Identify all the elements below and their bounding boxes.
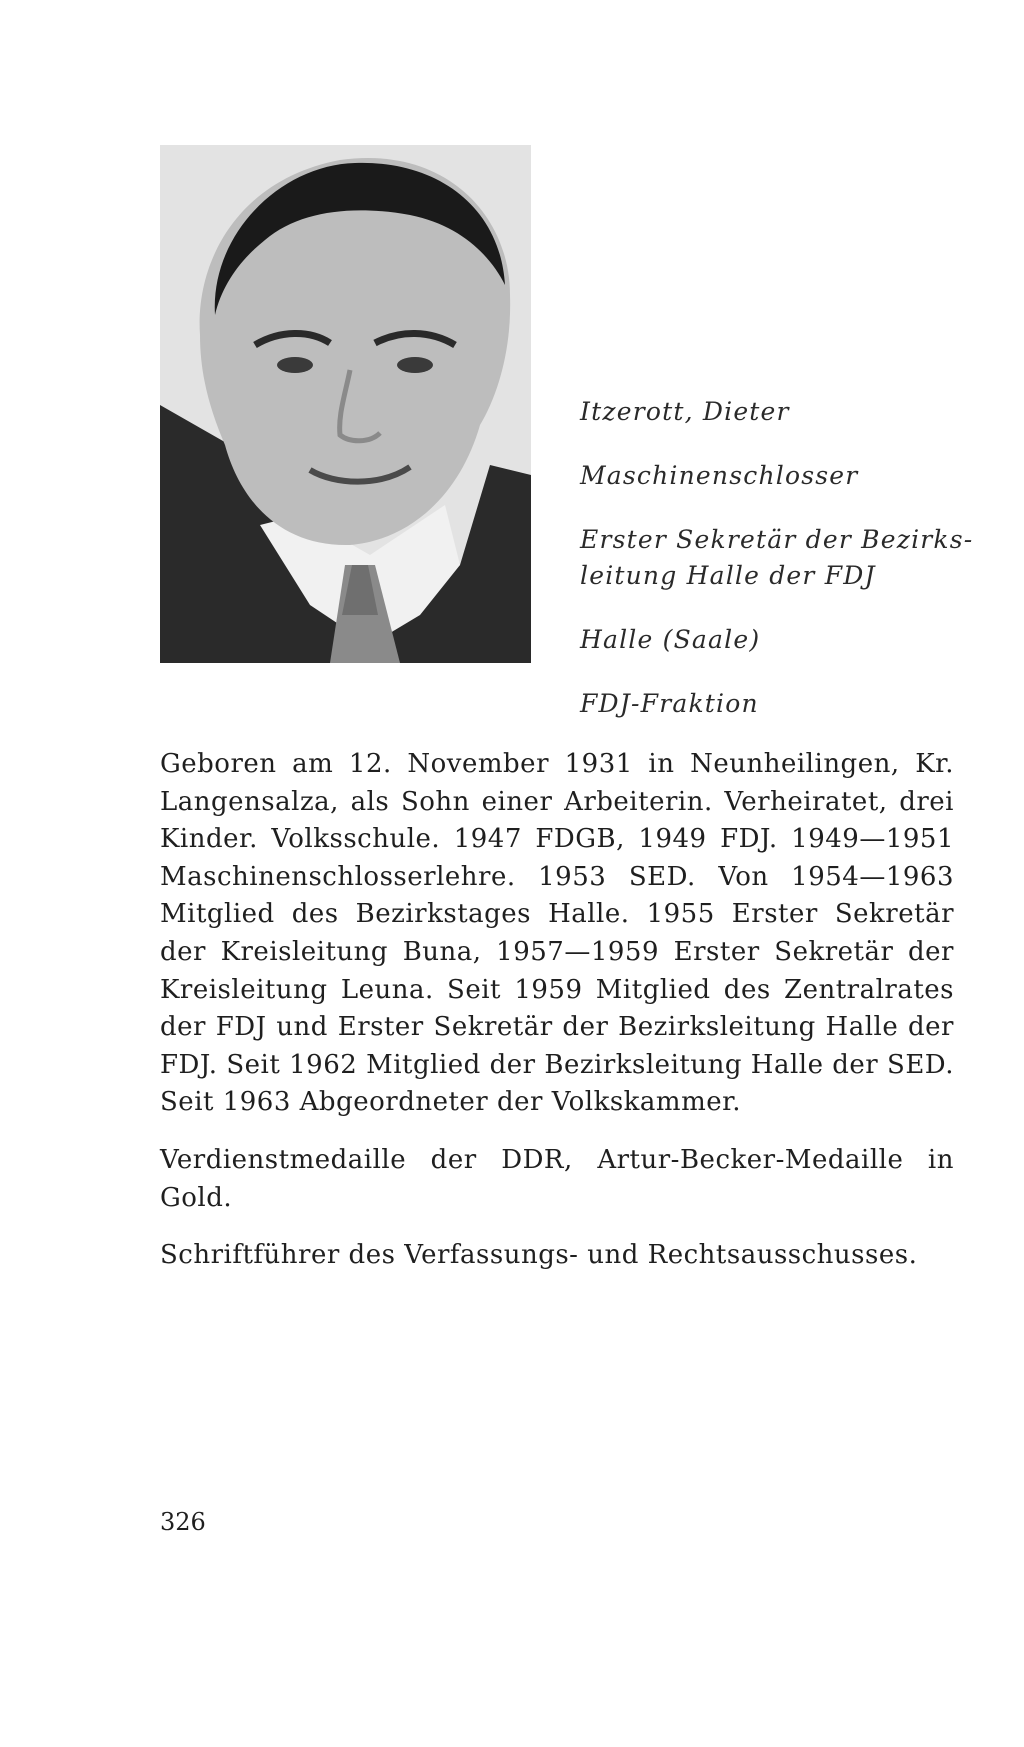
person-name: Itzerott, Dieter (580, 397, 790, 426)
location: Halle (Saale) (580, 625, 761, 654)
profession: Maschinenschlosser (580, 461, 859, 490)
portrait-photo (160, 145, 531, 663)
entry-details (580, 394, 1000, 750)
committee-paragraph: Schriftführer des Verfassungs- und Rechtsausschusses. (160, 1240, 918, 1271)
biography (160, 746, 954, 1295)
awards-paragraph: Verdienstmedaille der DDR, Artur-Becker-Medaille in Gold. (160, 1144, 954, 1213)
portrait-illustration (160, 145, 531, 663)
page-number: 326 (160, 1508, 206, 1536)
position: Erster Sekretär der Bezirksleitung Halle der FDJ (580, 525, 973, 590)
biography-paragraph: Geboren am 12. November 1931 in Neunheilingen, Kr. Langensalza, als Sohn einer Arbeiterin. Verheiratet, drei Kinder. Volksschule. 1947 FDGB, 1949 FDJ. 1949—1951 Maschinenschlosserlehre. 1953 SED. Von 1954—1963 Mitglied des Bezirkstages Halle. 1955 Erster Sekretär der Kreisleitung Buna, 1957—1959 Erster Sekretär der Kreisleitung Leuna. Seit 1959 Mitglied des Zentralrates der FDJ und Erster Sekretär der Bezirksleitung Halle der FDJ. Seit 1962 Mitglied der Bezirksleitung Halle der SED. Seit 1963 Abgeordneter der Volkskammer. (160, 749, 954, 1118)
faction: FDJ-Fraktion (580, 689, 759, 718)
